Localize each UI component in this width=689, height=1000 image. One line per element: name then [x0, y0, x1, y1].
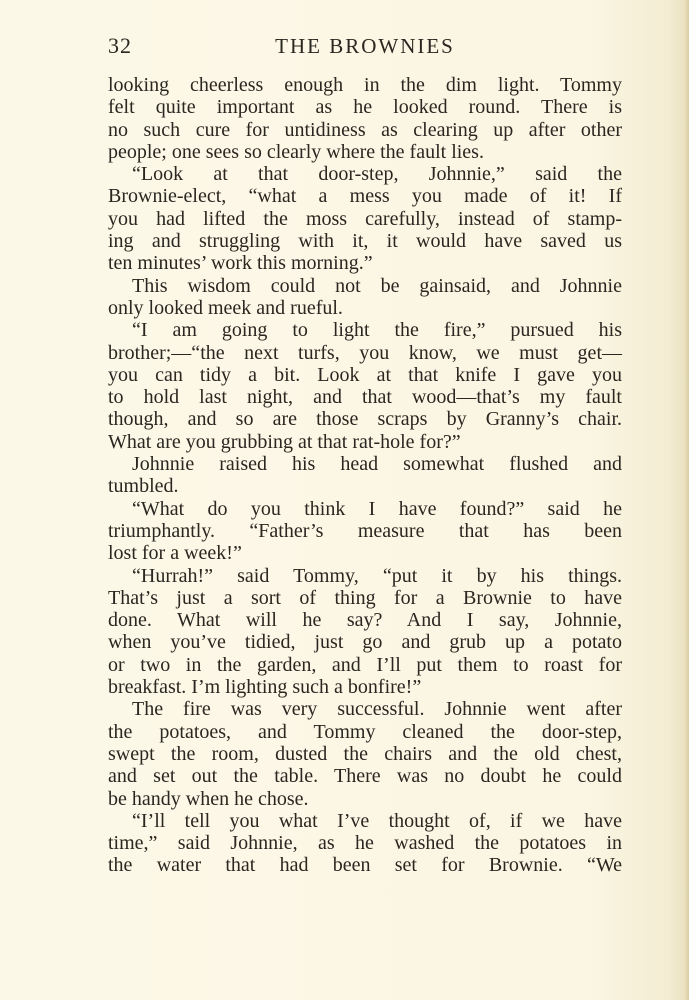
text-line: to hold last night, and that wood—that’s my fault	[108, 386, 622, 409]
text-line: you had lifted the moss carefully, instead of stamp-	[108, 207, 622, 230]
text-line: felt quite important as he looked round. There is	[108, 96, 622, 119]
text-line: be handy when he chose.	[108, 787, 309, 810]
text-line: time,” said Johnnie, as he washed the potatoes in	[108, 832, 622, 855]
page-edge-shadow	[683, 0, 689, 1000]
text-line: no such cure for untidiness as clearing up after other	[108, 118, 622, 141]
text-line: “I am going to light the fire,” pursued his	[132, 319, 622, 342]
text-line: looking cheerless enough in the dim light. Tommy	[108, 74, 622, 96]
text-line: Johnnie raised his head somewhat flushed and	[132, 453, 622, 476]
text-line: lost for a week!”	[108, 542, 242, 565]
text-line: “I’ll tell you what I’ve thought of, if we have	[132, 809, 622, 832]
text-line: What are you grubbing at that rat-hole for?”	[108, 430, 461, 453]
text-line: “What do you think I have found?” said he	[132, 497, 622, 520]
text-line: the potatoes, and Tommy cleaned the door-step,	[108, 720, 622, 743]
body-text	[108, 74, 622, 877]
text-line: That’s just a sort of thing for a Brownie to have	[108, 586, 622, 609]
text-line: Brownie-elect, “what a mess you made of it! If	[108, 185, 622, 208]
text-line: This wisdom could not be gainsaid, and Johnnie	[132, 274, 622, 297]
text-line: when you’ve tidied, just go and grub up a potato	[108, 631, 622, 654]
text-line: done. What will he say? And I say, Johnnie,	[108, 609, 622, 632]
text-line: brother;—“the next turfs, you know, we must get—	[108, 341, 622, 364]
text-line: only looked meek and rueful.	[108, 296, 343, 319]
text-line: tumbled.	[108, 475, 179, 498]
text-line: and set out the table. There was no doubt he could	[108, 765, 622, 788]
text-line: people; one sees so clearly where the fault lies.	[108, 140, 484, 163]
text-line: triumphantly. “Father’s measure that has been	[108, 519, 622, 542]
text-line: “Look at that door-step, Johnnie,” said the	[132, 163, 622, 186]
text-line: or two in the garden, and I’ll put them to roast for	[108, 653, 622, 676]
text-line: swept the room, dusted the chairs and the old chest,	[108, 742, 622, 765]
running-head: THE BROWNIES	[275, 34, 455, 58]
text-line: “Hurrah!” said Tommy, “put it by his things.	[132, 564, 622, 587]
text-line: ten minutes’ work this morning.”	[108, 252, 373, 275]
text-line: though, and so are those scraps by Granny’s chair.	[108, 408, 622, 431]
text-line: ing and struggling with it, it would have saved us	[108, 230, 622, 253]
page-header	[108, 30, 622, 64]
text-line: you can tidy a bit. Look at that knife I gave you	[108, 363, 622, 386]
text-line: breakfast. I’m lighting such a bonfire!”	[108, 676, 422, 699]
text-line: the water that had been set for Brownie. “We	[108, 854, 622, 877]
page-number: 32	[108, 33, 132, 58]
text-line: The fire was very successful. Johnnie went after	[132, 698, 622, 721]
